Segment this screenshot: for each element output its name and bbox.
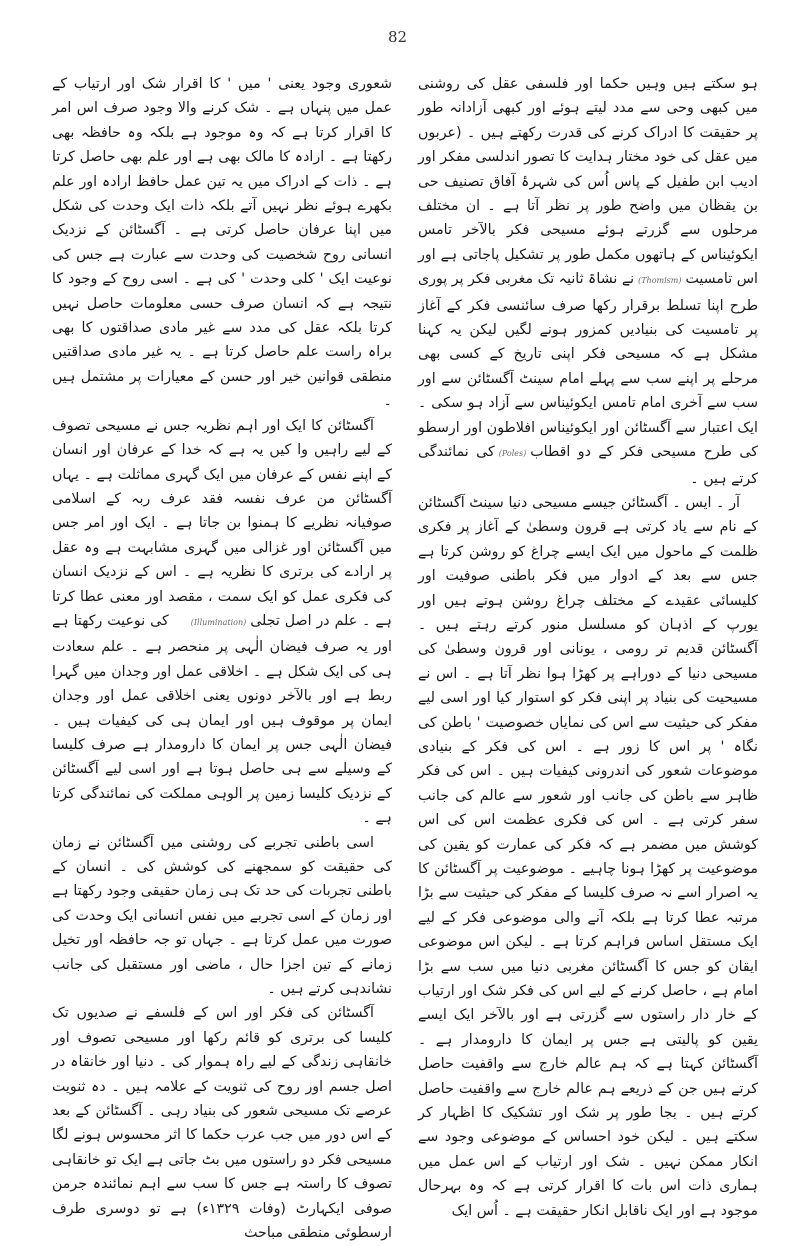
paragraph	[52, 414, 392, 831]
paragraph: شعوری وجود یعنی ' میں ' کا اقرار شک اور ارتیاب کے عمل میں پنہاں ہے ۔ شک کرنے والا وجود صرف اس امر کا اقرار کرتا ہے کہ وہ موجود ہے بلکہ وہ حافظہ بھی رکھتا ہے ۔ ارادہ کا مالک بھی ہے اور علم بھی حاصل کرتا ہے ۔ ذات کے ادراک میں یہ تین عمل حافظ ارادہ اور علم بکھرے ہوئے نظر نہیں آتے بلکہ ذات ایک وحدت کی شکل میں اپنا عرفان حاصل کرتی ہے ۔ آگسٹائن کے نزدیک انسانی روح شخصیت کی وحدت سے عبارت ہے جس کی نوعیت ایک ' کلی وحدت ' کی ہے ۔ اسی روح کے وجود کا نتیجہ ہے کہ انسان صرف حسی معلومات حاصل نہیں کرتا بلکہ عقل کی مدد سے غیر مادی صداقتوں کا بھی براہ راست علم حاصل کرتا ہے ۔ یہ غیر مادی صداقتیں منطقی قوانین خیر اور حسن کے معیارات پر مشتمل ہیں ۔	[52, 76, 392, 410]
page-number: 82	[387, 28, 408, 46]
left-column	[52, 72, 392, 1242]
paragraph: آر ۔ ایس ۔ آگسٹائن جیسے مسیحی دنیا سینٹ آگسٹائن کے نام سے یاد کرتی ہے قرون وسطیٰ کے آغاز پر فکری ظلمت کے ماحول میں ایک ایسے چراغ کو روشن کرتا ہے جس سے بعد کے ادوار میں فکر باطنی صوفیت اور کلیسائی عقیدے کے مختلف چراغ روشن ہوتے ہیں اور یورپ کے اذہان کو مسلسل منور کرتے رہتے ہیں ۔ آگسٹائن قدیم تر رومی ، یونانی اور قرون وسطیٰ کی مسیحی دنیا کے دوراہے پر کھڑا ہوا نظر آتا ہے ۔ اس نے مسیحیت کی بنیاد پر اپنی فکر کو استوار کیا اور اسی لیے مفکر کی حیثیت سے اس کی نمایاں خصوصیت ' باطن کی نگاہ ' پر اس کا زور ہے ۔ اس کی فکر کے بنیادی موضوعات شعور کی اندرونی کیفیات ہیں ۔ اس کی فکر ظاہر سے باطن کی جانب اور شعور سے عالم کی جانب سفر کرتی ہے ۔ اس کی فکری عظمت اس کی اس کوشش میں مضمر ہے کہ فکر کی عمارت کو یقین کی موضوعیت پر کھڑا ہونا چاہیے ۔ موضوعیت پر آگسٹائن کا یہ اصرار اسے نہ صرف کلیسا کے مفکر کی حیثیت سے بڑا مرتبہ عطا کرتا ہے بلکہ آنے والی موضوعی فکر کے لیے ایک مستقل اساس فراہم کرتا ہے ۔ لیکن اس موضوعی ایقان کو جس کا آگسٹائن مغربی دنیا میں سب سے بڑا امام ہے ، حاصل کرنے کے لیے اس کی فکر شک اور ارتیاب کے خار دار راستوں سے گزرتی ہے اور بالآخر ایک ایسے یقین کو پالیتی ہے جس پر ایمان کا دارومدار ہے ۔ آگسٹائن کہتا ہے کہ ہم عالم خارج سے واقفیت حاصل کرتے ہیں جن کے ذریعے ہم عالم خارج سے واقفیت حاصل کرتے ہیں ۔ بجا طور پر شک اور تشکیک کا اظہار کر سکتے ہیں ۔ لیکن خود احساس کے موضوعی وجود سے انکار ممکن نہیں ۔ شک اور ارتیاب کے اس عمل میں ہماری ذات اس بات کا اقرار کرتی ہے کہ وہ بہرحال موجود ہے اور ایک ناقابل انکار حقیقت ہے ۔ اُس ایک	[418, 494, 758, 1219]
paragraph: اسی باطنی تجربے کی روشنی میں آگسٹائن نے زمان کی حقیقت کو سمجھنے کی کوشش کی ۔ انسان کے باطنی تجربات کی حد تک ہی زمان حقیقی وجود رکھتا ہے اور زمان کے اسی تجربے میں نفس انسانی ایک وحدت کی صورت میں عمل کرتا ہے ۔ جہاں تو جہ حافظہ اور تخیل زمانے کے تین اجزا حال ، ماضی اور مستقبل کی جانب نشاندہی کرتے ہیں ۔	[52, 834, 392, 998]
paragraph	[418, 72, 758, 491]
latin-gloss-poles: (Poles)	[498, 449, 527, 459]
paragraph-text: کی نوعیت رکھتا ہے اور یہ صرف فیضان الٰہی پر منحصر ہے ۔ علم سعادت ہی کی ایک شکل ہے ۔ اخلاقی عمل اور وجدان میں گہرا ربط ہے اور بالآخر دونوں یعنی اخلاقی عمل اور وجدان ایمان پر موقوف ہیں اور ایمان ہی کی کیفیات ہیں ۔ فیضان الٰہی جس پر ایمان کا دارومدار ہے صرف کلیسا کے وسیلے سے ہی حاصل ہوتا ہے اور اسی لیے آگسٹائن کے نزدیک کلیسا زمین پر الوہی مملکت کی نمائندگی کرتا ہے ۔	[52, 612, 392, 827]
paragraph-text: آگسٹائن کا ایک اور اہم نظریہ جس نے مسیحی تصوف کے لیے راہیں وا کیں یہ ہے کہ خدا کے عرفان اور انسان کے اپنے نفس کے عرفان میں ایک گہری مماثلت ہے ۔ یہاں آگسٹائن من عرف نفسہ فقد عرف ربہ کے اسلامی صوفیانہ نظریے کا ہمنوا بن جاتا ہے ۔ ایک اور امر جس میں آگسٹائن اور غزالی میں گہری مشابہت ہے وہ عقل پر ارادے کی برتری کا نظریہ ہے ۔ اس کے نزدیک انسان کی فکری عمل کو ایک سمت ، مقصد اور معنی عطا کرتا ہے ۔ علم در اصل تجلی	[52, 417, 392, 629]
latin-gloss-thomism: (Thomism)	[638, 276, 682, 286]
latin-gloss-illumination: (Illumination)	[190, 617, 247, 627]
right-column	[418, 72, 758, 1219]
paragraph-text: نے نشاۃ ثانیہ تک مغربی فکر پر پوری طرح اپنا تسلط برقرار رکھا صرف سائنسی فکر کے آغاز پر تامسیت کی بنیادیں کمزور ہونے لگیں لیکن یہ کہنا مشکل ہے کہ مسیحی فکر اپنی تاریخ کے کسی بھی مرحلے پر اپنے سب سے پہلے امام سینٹ آگسٹائن سے اور سب سے آخری امام تامس ایکوئیناس سے آزاد ہو سکی ۔ ایک اعتبار سے آگسٹائن اور ایکوئیناس افلاطون اور ارسطو کی طرح مسیحی فکر کے دو اقطاب	[418, 271, 758, 461]
paragraph: آگسٹائن کی فکر اور اس کے فلسفے نے صدیوں تک کلیسا کی برتری کو قائم رکھا اور مسیحی تصوف اور خانقاہی زندگی کے لیے راہ ہموار کی ۔ دنیا اور خانقاہ در اصل جسم اور روح کی ثنویت کے علامہ ہیں ۔ دہ ثنویت عرصے تک مسیحی شعور کی بنیاد رہی ۔ آگسٹائن کے بعد کے اس دور میں جب عرب حکما کا اثر محسوس ہونے لگا مسیحی فکر دو راستوں میں بٹ جاتی ہے ایک تو خانقاہی تصوف کا راستہ ہے جس کا سب سے اہم نمائندہ جرمن صوفی ایکہارٹ (وفات ۱۳۲۹ء) ہے تو دوسری طرف ارسطوئی منطقی مباحث	[52, 1005, 392, 1242]
paragraph-text: ہو سکتے ہیں وہیں حکما اور فلسفی عقل کی روشنی میں کبھی وحی سے مدد لیتے ہوئے اور کبھی آزادانہ طور پر حقیقت کا ادراک کرنے کی قدرت رکھتے ہیں ۔ (عربوں میں عقل کی خود مختار ہدایت کا تصور اندلسی مفکر اور ادیب ابن طفیل کے پاس اُس کی شہرۂ آفاق تصنیف حی بن یقظان میں واضح طور پر نظر آتا ہے ۔ ان مختلف مرحلوں سے گزرتے ہوئے مسیحی فکر بالآخر تامس ایکوئیناس کے ہاتھوں مکمل طور پر تشکیل پاجاتی ہے اور اس تامسیت	[418, 76, 758, 288]
paragraph-text: کی نمائندگی کرتے ہیں ۔	[418, 444, 758, 487]
